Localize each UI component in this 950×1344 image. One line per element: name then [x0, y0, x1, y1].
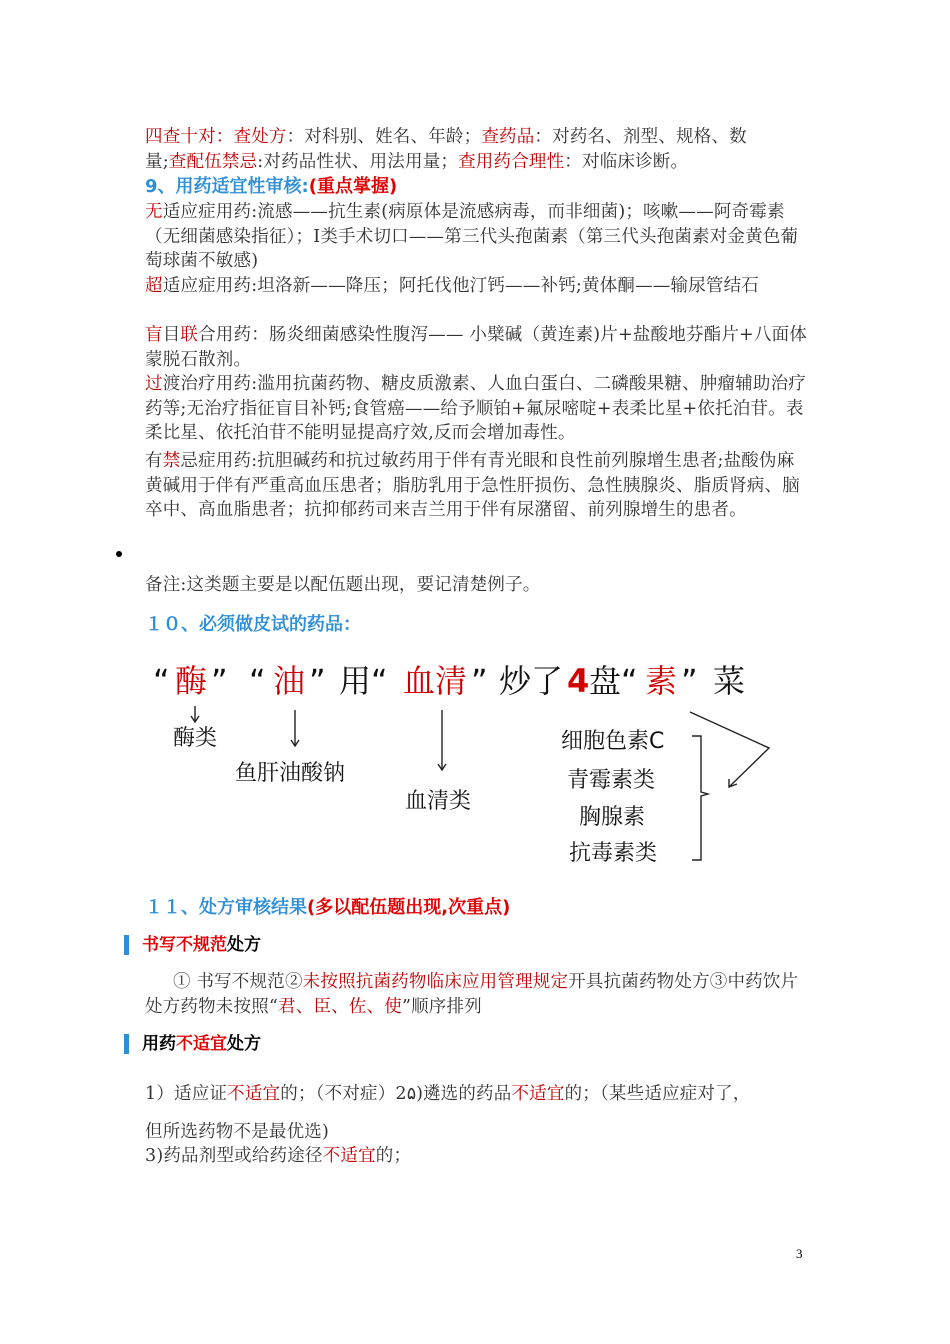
check-compatibility-detail: :对药品性状、用法用量；	[257, 151, 459, 172]
item-lead: 盲	[145, 325, 163, 345]
subheading-bar	[124, 935, 129, 955]
group-item-cytochrome-c: 细胞色素C	[561, 729, 665, 754]
section-9-emphasis: (重点掌握)	[308, 176, 398, 197]
item-blind-combination	[145, 323, 810, 372]
item-text: 适应症用药:坦洛新——降压；阿托伐他汀钙——补钙;黄体酮——输尿管结石	[162, 276, 759, 296]
subheading-rest: 处方	[227, 935, 261, 955]
section-10-heading	[145, 612, 361, 638]
quote-open-3: “	[371, 662, 388, 700]
quote-open-4: “	[621, 662, 638, 700]
inappropriate-highlight: 不适宜	[227, 1084, 281, 1104]
subheading-rest: 处方	[227, 1034, 261, 1054]
group-item-penicillins: 青霉素类	[567, 768, 656, 793]
item-lead: 禁	[162, 451, 181, 471]
check-rationality-detail: ：对临床诊断。	[564, 151, 689, 172]
section-11-emphasis: (多以配伍题出现,次重点)	[307, 897, 511, 918]
note-text: 备注:这类题主要是以配伍题出现，要记清楚例子。	[145, 575, 541, 595]
skin-test-mnemonic-diagram	[145, 650, 770, 875]
check-prescription: 查处方	[233, 127, 287, 147]
item-mid: 目	[162, 325, 181, 345]
mnemonic-word-plate: 盘	[589, 662, 622, 700]
subheading-irregular-writing	[124, 934, 261, 956]
section-10-title: １０、必须做皮试的药品：	[145, 614, 361, 635]
item-text: 合用药：肠炎细菌感染性腹泻—— 小檗碱（黄连素)片+盐酸地芬酯片+八面体蒙脱石散剂。	[145, 325, 808, 370]
inappropriate-line-1	[145, 1082, 810, 1107]
item-over-indication	[145, 274, 810, 299]
mnemonic-word-serum: 血清	[403, 662, 468, 700]
quote-close-4: ”	[681, 662, 698, 700]
item-lead-2: 联	[180, 325, 199, 345]
item-lead: 超	[145, 276, 163, 296]
quote-close-3: ”	[471, 662, 488, 700]
four-checks-label: 四查十对：	[145, 127, 234, 147]
inappropriate-text: 3)药品剂型或给药途径	[145, 1146, 323, 1166]
irregular-text-b: 未按照抗菌药物临床应用管理规定	[302, 972, 569, 992]
four-checks-line-2	[145, 150, 810, 175]
list-bullet	[116, 551, 122, 557]
inappropriate-highlight: 不适宜	[322, 1146, 376, 1166]
mnemonic-word-enzyme: 酶	[175, 662, 208, 700]
mnemonic-word-use: 用	[339, 662, 372, 700]
mnemonic-word-oil: 油	[273, 662, 306, 700]
inappropriate-text: 的；（某些适应症对了，	[564, 1084, 751, 1104]
subheading-inappropriate-use	[124, 1033, 261, 1055]
check-rationality: 查用药合理性	[458, 151, 565, 172]
inappropriate-text: 的；	[375, 1146, 412, 1166]
item-text: 适应症用药:流感——抗生素(病原体是流感病毒，而非细菌)；咳嗽——阿奇霉素（无细菌感染指征）；Ⅰ类手术切口——第三代头孢菌素（第三代头孢菌素对金黄色葡萄球菌不敏感)	[145, 202, 799, 271]
quote-close-2: ”	[309, 662, 326, 700]
inappropriate-text: 的；（不对症）2۵)遴选的药品	[280, 1084, 512, 1104]
irregular-text-e: ”顺序排列	[401, 996, 482, 1017]
check-prescription-detail: ：对科别、姓名、年龄；	[286, 127, 482, 147]
item-contraindication	[145, 449, 810, 523]
irregular-writing-paragraph	[145, 970, 810, 1019]
label-cod-liver-oil: 鱼肝油酸钠	[235, 761, 346, 786]
four-checks-line-1	[145, 125, 810, 150]
page-number: 3	[796, 1246, 803, 1261]
mnemonic-word-fried: 炒了	[499, 662, 564, 700]
item-lead: 过	[145, 374, 163, 394]
quote-open-2: “	[249, 662, 266, 700]
label-serums: 血清类	[405, 789, 472, 814]
inappropriate-line-2: 但所选药物不是最优选)	[145, 1122, 330, 1142]
irregular-text-d: 君、臣、佐、使	[278, 996, 402, 1017]
irregular-text-a: ① 书写不规范②	[173, 972, 303, 992]
item-text: 忌症用药:抗胆碱药和抗过敏药用于伴有青光眼和良性前列腺增生患者;盐酸伪麻黄碱用于伴有严重高血压患者；脂肪乳用于急性肝损伤、急性胰腺炎、脂质肾病、脑卒中、高血脂患者；抗抑郁药司来吉兰用于伴有尿潴留、前列腺增生的患者。	[145, 451, 800, 520]
label-enzymes: 酶类	[173, 726, 218, 751]
item-no-indication	[145, 200, 810, 274]
subheading-bar	[124, 1034, 129, 1054]
section-9-heading	[145, 174, 397, 200]
mnemonic-word-su: 素	[645, 662, 678, 700]
section-9-title: 9、用药适宜性审核:	[145, 176, 309, 197]
inappropriate-highlight: 不适宜	[511, 1084, 565, 1104]
item-lead: 无	[145, 202, 163, 222]
mnemonic-word-dish: 菜	[713, 662, 746, 700]
subheading-pre: 用药	[142, 1034, 176, 1054]
inappropriate-line-3	[145, 1144, 810, 1169]
check-compatibility: 查配伍禁忌	[168, 151, 258, 172]
subheading-highlight: 书写不规范	[142, 935, 227, 955]
section-11-title: １１、处方审核结果	[145, 897, 307, 918]
quantity-text: 量;	[145, 151, 169, 172]
quote-close-1: ”	[211, 662, 228, 700]
group-item-antitoxins: 抗毒素类	[569, 841, 658, 866]
inappropriate-text: 1）适应证	[145, 1084, 228, 1104]
group-item-thymosin: 胸腺素	[579, 805, 646, 830]
item-pre: 有	[145, 451, 163, 471]
check-drug: 查药品	[481, 127, 535, 147]
item-text: 渡治疗用药:滥用抗菌药物、糖皮质激素、人血白蛋白、二磷酸果糖、肿瘤辅助治疗药等;无治疗指征盲目补钙;食管癌——给予顺铂+氟尿嘧啶+表柔比星+依托泊苷。表柔比星、依托泊苷不能明显提高疗效,反而会增加毒性。	[145, 374, 806, 443]
check-drug-detail: ：对药名、剂型、规格、数	[534, 127, 747, 147]
four-checks-paragraph	[145, 125, 810, 174]
irregular-text-c: 开具抗菌药物处方③中药饮片处方药物未按照“	[145, 972, 799, 1017]
mnemonic-number: 4	[567, 662, 590, 700]
section-11-heading	[145, 895, 510, 921]
quote-open-1: “	[153, 662, 170, 700]
subheading-highlight: 不适宜	[176, 1034, 227, 1054]
item-over-treatment	[145, 372, 810, 446]
